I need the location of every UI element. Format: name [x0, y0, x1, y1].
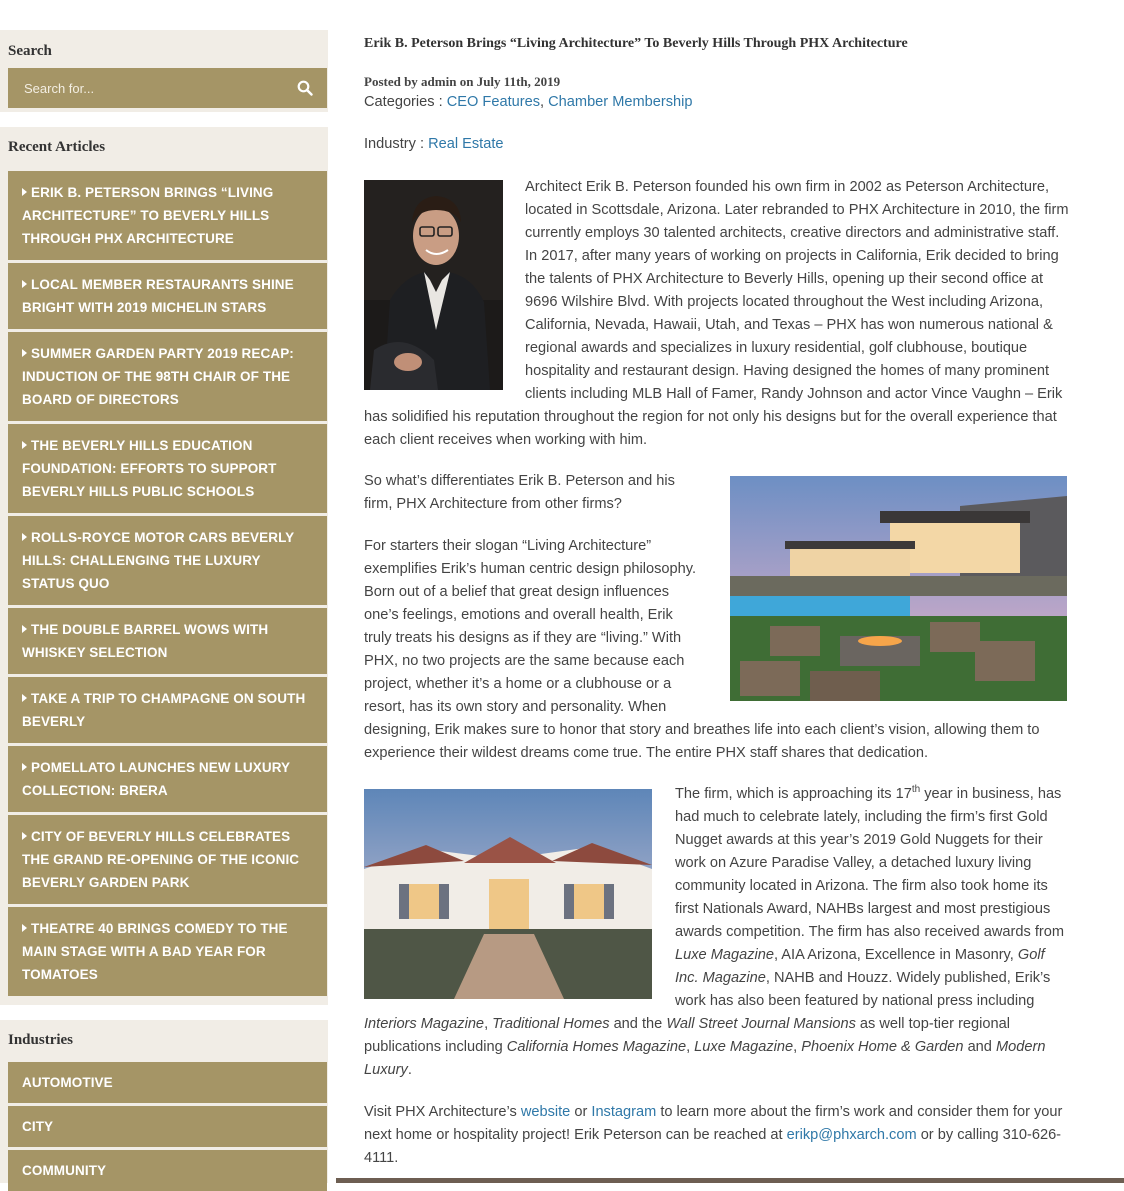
search-input[interactable] — [22, 80, 266, 97]
recent-article-link[interactable] — [8, 332, 327, 421]
paragraph-1: Architect Erik B. Peterson founded his own firm in 2002 as Peterson Architecture, located in Scottsdale, Arizona. Later rebranded to PHX Architecture in 2010, the firm currently employs 30 talented architects, creative directors and administrative staff. In 2017, after many years of working on projects in California, Erik decided to bring the talents of PHX Architecture to Beverly Hills, opening up their second office at 9696 Wilshire Blvd. With projects located throughout the West including Arizona, California, Nevada, Hawaii, Utah, and Texas – PHX has won numerous national & regional awards and specializes in luxury residential, golf clubhouse, boutique hospitality and restaurant design. Having designed the homes of many prominent clients including MLB Hall of Famer, Randy Johnson and actor Vince Vaughn – Erik has solidified his reputation throughout the region for not only his designs but for the overall experience that each client receives when working with him. — [364, 179, 1069, 448]
recent-article-label: CITY OF BEVERLY HILLS CELEBRATES THE GRAND RE-OPENING OF THE ICONIC BEVERLY GARDEN PARK — [22, 829, 300, 890]
triangle-right-icon — [22, 533, 27, 541]
sidebar — [0, 0, 336, 1183]
triangle-right-icon — [22, 441, 27, 449]
recent-article-label: ROLLS-ROYCE MOTOR CARS BEVERLY HILLS: CHALLENGING THE LUXURY STATUS QUO — [22, 530, 295, 591]
industry-link-real-estate[interactable]: Real Estate — [428, 136, 504, 152]
recent-article-label: POMELLATO LAUNCHES NEW LUXURY COLLECTION: BRERA — [22, 760, 290, 798]
recent-article-link[interactable] — [8, 907, 327, 996]
industry-link[interactable]: AUTOMOTIVE — [8, 1062, 327, 1103]
triangle-right-icon — [22, 924, 27, 932]
recent-article-link[interactable] — [8, 677, 327, 743]
recent-article-label: THE BEVERLY HILLS EDUCATION FOUNDATION: EFFORTS TO SUPPORT BEVERLY HILLS PUBLIC SCHOOLS — [22, 438, 277, 499]
recent-articles-list — [8, 171, 320, 996]
paragraph-3: For starters their slogan “Living Architecture” exemplifies Erik’s human centric design philosophy. Born out of a belief that great design influences one’s feelings, emotions and overall health, Erik truly treats his designs as if they are “living.” With PHX, no two projects are the same because each project, whether it’s a home or a clubhouse or a resort, has its own story and personality. When designing, Erik makes sure to honor that story and breathes life into each client’s vision, allowing them to experience their wildest dreams come true. The entire PHX staff shares that dedication. — [364, 538, 1040, 761]
search-box — [8, 68, 327, 108]
recent-article-link[interactable] — [8, 424, 327, 513]
recent-article-label: LOCAL MEMBER RESTAURANTS SHINE BRIGHT WITH 2019 MICHELIN STARS — [22, 277, 294, 315]
search-icon[interactable] — [297, 80, 313, 96]
industry-link[interactable]: CITY — [8, 1106, 327, 1147]
triangle-right-icon — [22, 625, 27, 633]
recent-article-link[interactable] — [8, 171, 327, 260]
industries-widget — [0, 1020, 328, 1183]
industry-label: Industry : — [364, 136, 429, 152]
recent-articles-heading: Recent Articles — [8, 139, 106, 155]
bottom-decor-strip — [336, 1178, 1124, 1183]
industries-heading: Industries — [8, 1032, 74, 1048]
article-industry — [364, 133, 504, 156]
recent-article-link[interactable] — [8, 608, 327, 674]
recent-article-link[interactable] — [8, 746, 327, 812]
paragraph-2: So what’s differentiates Erik B. Peterson and his firm, PHX Architecture from other firms? — [364, 473, 675, 512]
triangle-right-icon — [22, 763, 27, 771]
search-widget — [0, 30, 328, 112]
triangle-right-icon — [22, 280, 27, 288]
search-heading: Search — [8, 43, 52, 59]
category-link-chamber-membership[interactable]: Chamber Membership — [548, 94, 693, 110]
industry-link[interactable]: COMMUNITY — [8, 1150, 327, 1191]
recent-articles-widget — [0, 127, 328, 1005]
categories-label: Categories : — [364, 94, 447, 110]
industries-list — [8, 1062, 320, 1191]
instagram-link[interactable]: Instagram — [591, 1104, 657, 1120]
recent-article-label: TAKE A TRIP TO CHAMPAGNE ON SOUTH BEVERLY — [22, 691, 306, 729]
triangle-right-icon — [22, 694, 27, 702]
recent-article-label: THEATRE 40 BRINGS COMEDY TO THE MAIN STAGE WITH A BAD YEAR FOR TOMATOES — [22, 921, 288, 982]
recent-article-link[interactable] — [8, 815, 327, 904]
triangle-right-icon — [22, 832, 27, 840]
recent-article-label: THE DOUBLE BARREL WOWS WITH WHISKEY SELECTION — [22, 622, 269, 660]
website-link[interactable]: website — [520, 1104, 571, 1120]
recent-article-label: SUMMER GARDEN PARTY 2019 RECAP: INDUCTION OF THE 98TH CHAIR OF THE BOARD OF DIRECTORS — [22, 346, 294, 407]
triangle-right-icon — [22, 349, 27, 357]
paragraph-5: Visit PHX Architecture’s website or Instagram to learn more about the firm’s work and consider them for your next home or hospitality project! Erik Peterson can be reached at erikp@phxarch.com or by calling 310-626-4111. — [364, 1104, 1063, 1166]
recent-article-link[interactable] — [8, 516, 327, 605]
email-link[interactable]: erikp@phxarch.com — [786, 1127, 917, 1143]
category-link-ceo-features[interactable]: CEO Features — [446, 94, 541, 110]
recent-article-label: ERIK B. PETERSON BRINGS “LIVING ARCHITECTURE” TO BEVERLY HILLS THROUGH PHX ARCHITECTURE — [22, 185, 274, 246]
article-title: Erik B. Peterson Brings “Living Architecture” To Beverly Hills Through PHX Architecture — [364, 36, 908, 51]
article-meta: Posted by admin on July 11th, 2019 — [364, 74, 561, 89]
recent-article-link[interactable] — [8, 263, 327, 329]
triangle-right-icon — [22, 188, 27, 196]
article-categories: Categories : CEO Features, Chamber Membership — [364, 94, 693, 110]
paragraph-4: The firm, which is approaching its 17th year in business, has had much to celebrate lately, including the firm’s first Gold Nugget awards at this year’s 2019 Gold Nuggets for their work on Azure Paradise Valley, a detached luxury living community located in Arizona. The firm also took home its first Nationals Award, NAHBs largest and most prestigious awards competition. The firm has also received awards from Luxe Magazine, AIA Arizona, Excellence in Masonry, Golf Inc. Magazine, NAHB and Houzz. Widely published, Erik’s work has also been featured by national press including Interiors Magazine, Traditional Homes and the Wall Street Journal Mansions as well top-tier regional publications including California Homes Magazine, Luxe Magazine, Phoenix Home & Garden and Modern Luxury. — [364, 784, 1065, 1078]
